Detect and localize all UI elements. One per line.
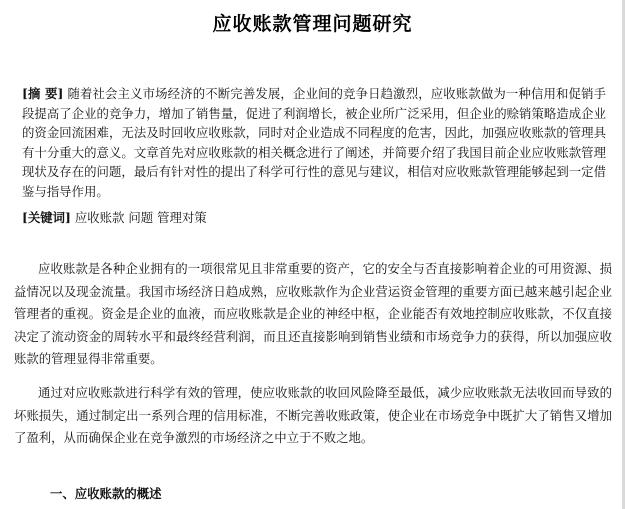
abstract-text: 随着社会主义市场经济的不断完善发展，企业间的竞争日趋激烈，应收账款做为一种信用和促销手段提高了企业的竞争力，增加了销售量，促进了利润增长，被企业所广泛采用，但企业的赊销策略造成企业的资金回流困难，无法及时回收应收账款，同时对企业造成不同程度的危害，因此，加强应收账款的管理具有十分重大的意义。文章首先对应收账款的相关概念进行了阐述，并简要介绍了我国目前企业应收账款管理现状及存在的问题，最后有针对性的提出了科学可行性的意见与建议，相信对应收账款管理能够起到一定借鉴与指导作用。 xyxy=(22,86,606,199)
body-paragraph: 通过对应收账款进行科学有效的管理，使应收账款的收回风险降至最低，减少应收账款无法收回而导致的坏账损失，通过制定出一系列合理的信用标准，不断完善收账政策，使企业在市场竞争中既扩大了销售又增加了盈利，从而确保企业在竞争激烈的市场经济之中立于不败之地。 xyxy=(14,385,612,446)
keywords-label: [关键词] xyxy=(22,210,71,225)
keywords-block xyxy=(22,208,606,228)
abstract-label: [摘 要] xyxy=(22,86,64,101)
section-heading: 一、应收账款的概述 xyxy=(50,486,162,501)
abstract-block xyxy=(22,84,606,202)
body-paragraph: 应收账款是各种企业拥有的一项很常见且非常重要的资产，它的安全与否直接影响着企业的可用资源、损益情况以及现金流量。我国市场经济日趋成熟，应收账款作为企业营运资金管理的重要方面已越来越引起企业管理者的重视。资金是企业的血液，而应收账款是企业的神经中枢，企业能否有效地控制应收账款，不仅直接决定了流动资金的周转水平和最终经营利润，而且还直接影响到销售业绩和市场竞争力的获得，所以加强应收账款的管理显得非常重要。 xyxy=(14,261,612,367)
keywords-text: 应收账款 问题 管理对策 xyxy=(74,210,207,225)
document-title: 应收账款管理问题研究 xyxy=(212,13,413,35)
